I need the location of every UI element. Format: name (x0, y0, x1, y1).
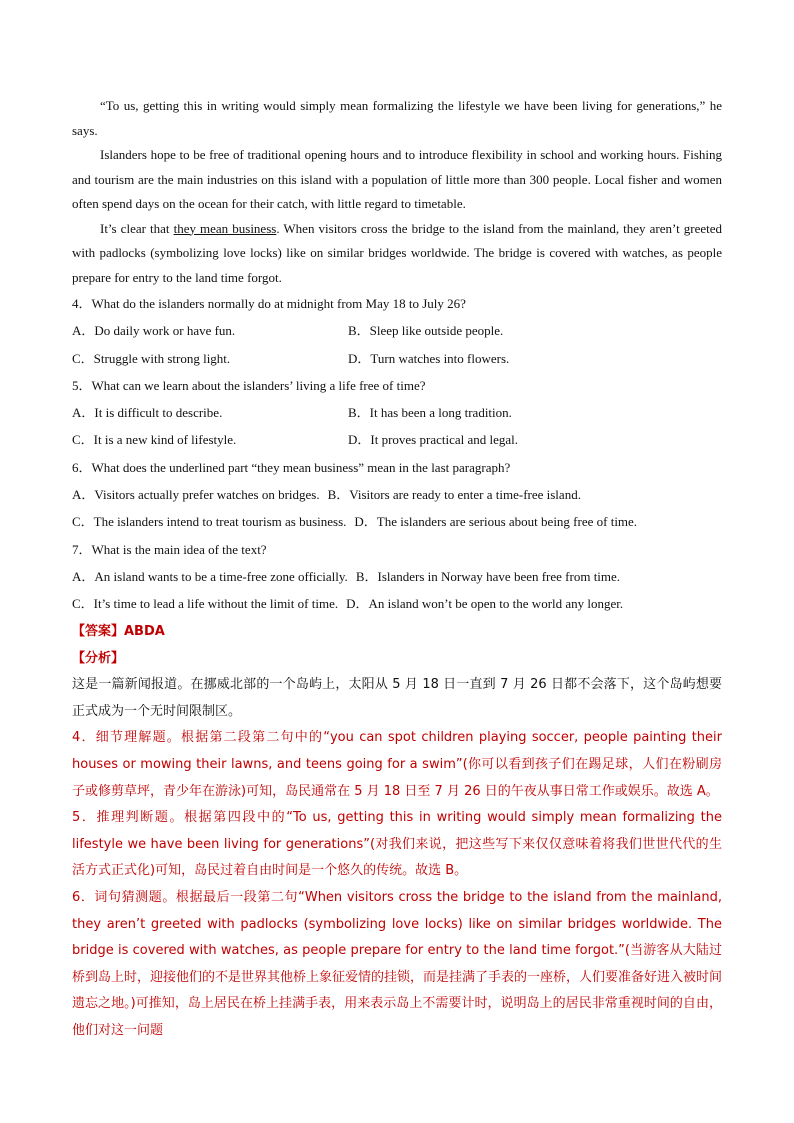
option-c: C．Struggle with strong light. (72, 350, 231, 366)
option-a: A．It is difficult to describe. (72, 405, 223, 421)
analysis-q4: 4．细节理解题。根据第二段第二句中的“you can spot children playing soccer, people painting their houses or mowing their lawns, and teens going for a swim”(你可以看到孩子们在踢足球，人们在粉刷房子或修剪草坪，青少年在游泳)可知，岛民通常在 5 月 18 日至 7 月 26 日的午夜从事日常工作或娱乐。故选 A。 (72, 730, 722, 799)
option-b: B．Sleep like outside people. (348, 323, 504, 339)
p3-after: . When visitors cross the bridge to the island from the mainland, they aren’t greeted with padlocks (symbolizing love locks) like on similar bridges worldwide. The bridge is covered with watches, as people prepare for entry to the land time forgot. (72, 220, 723, 285)
option-a: A．Visitors actually prefer watches on bridges. (72, 487, 320, 503)
option-b: B．It has been a long tradition. (348, 405, 512, 421)
passage-paragraph-1: “To us, getting this in writing would simply mean formalizing the lifestyle we have been living for generations,” he says. (72, 98, 722, 138)
option-row (72, 481, 722, 508)
answer-key: 【答案】ABDA (72, 623, 165, 639)
option-row (72, 508, 722, 535)
analysis-label: 【分析】 (72, 650, 125, 666)
option-a: A．An island wants to be a time-free zone officially. (72, 568, 348, 584)
question-stem: 7．What is the main idea of the text? (72, 541, 267, 557)
analysis-section (72, 672, 722, 1044)
analysis-q6: 6．词句猜测题。根据最后一段第二句“When visitors cross the bridge to the island from the mainland, they aren’t greeted with padlocks (symbolizing love locks) like on similar bridges worldwide. The bridge is covered with watches, as people prepare for entry to the land time forgot.”(当游客从大陆过桥到岛上时，迎接他们的不是世界其他桥上象征爱情的挂锁，而是挂满了手表的一座桥，人们要准备好进入被时间遗忘之地。)可推知，岛上居民在桥上挂满手表，用来表示岛上不需要计时，说明岛上的居民非常重视时间的自由，他们对这一问题 (72, 889, 723, 1038)
option-row (72, 399, 722, 426)
document-page (72, 94, 722, 1044)
question-stem: 6．What does the underlined part “they mean business” mean in the last paragraph? (72, 459, 511, 475)
option-d: D．It proves practical and legal. (348, 432, 519, 448)
passage-paragraph-3 (72, 217, 722, 291)
option-b: B．Visitors are ready to enter a time-free island. (327, 487, 581, 503)
option-row (72, 590, 722, 617)
option-row (72, 563, 722, 590)
option-row (72, 426, 722, 453)
option-a: A．Do daily work or have fun. (72, 323, 236, 339)
passage-paragraph-2: Islanders hope to be free of traditional opening hours and to introduce flexibility in school and working hours. Fishing and tourism are the main industries on this island with a population of little more than 300 people. Local fisher and women often spend days on the ocean for their catch, with little regard to timetable. (72, 147, 722, 211)
option-c: C．It is a new kind of lifestyle. (72, 432, 237, 448)
underlined-phrase: they mean business (173, 220, 277, 236)
option-c: C．It’s time to lead a life without the limit of time. (72, 596, 339, 612)
option-d: D．An island won’t be open to the world any longer. (346, 596, 624, 612)
analysis-intro: 这是一篇新闻报道。在挪威北部的一个岛屿上，太阳从 5 月 18 日一直到 7 月 26 日都不会落下，这个岛屿想要正式成为一个无时间限制区。 (72, 677, 722, 719)
analysis-q5: 5．推理判断题。根据第四段中的“To us, getting this in writing would simply mean formalizing the lifestyle we have been living for generations”(对我们来说，把这些写下来仅仅意味着将我们世世代代的生活方式正式化)可知，岛民过着自由时间是一个悠久的传统。故选 B。 (72, 810, 722, 879)
question-stem: 5．What can we learn about the islanders’ living a life free of time? (72, 377, 426, 393)
option-c: C．The islanders intend to treat tourism as business. (72, 514, 347, 530)
option-row (72, 345, 722, 372)
p3-before: It’s clear that (100, 220, 174, 236)
option-d: D．Turn watches into flowers. (348, 350, 510, 366)
option-row (72, 317, 722, 344)
option-d: D．The islanders are serious about being free of time. (354, 514, 638, 530)
question-stem: 4．What do the islanders normally do at midnight from May 18 to July 26? (72, 296, 466, 311)
option-b: B．Islanders in Norway have been free from time. (355, 568, 621, 584)
